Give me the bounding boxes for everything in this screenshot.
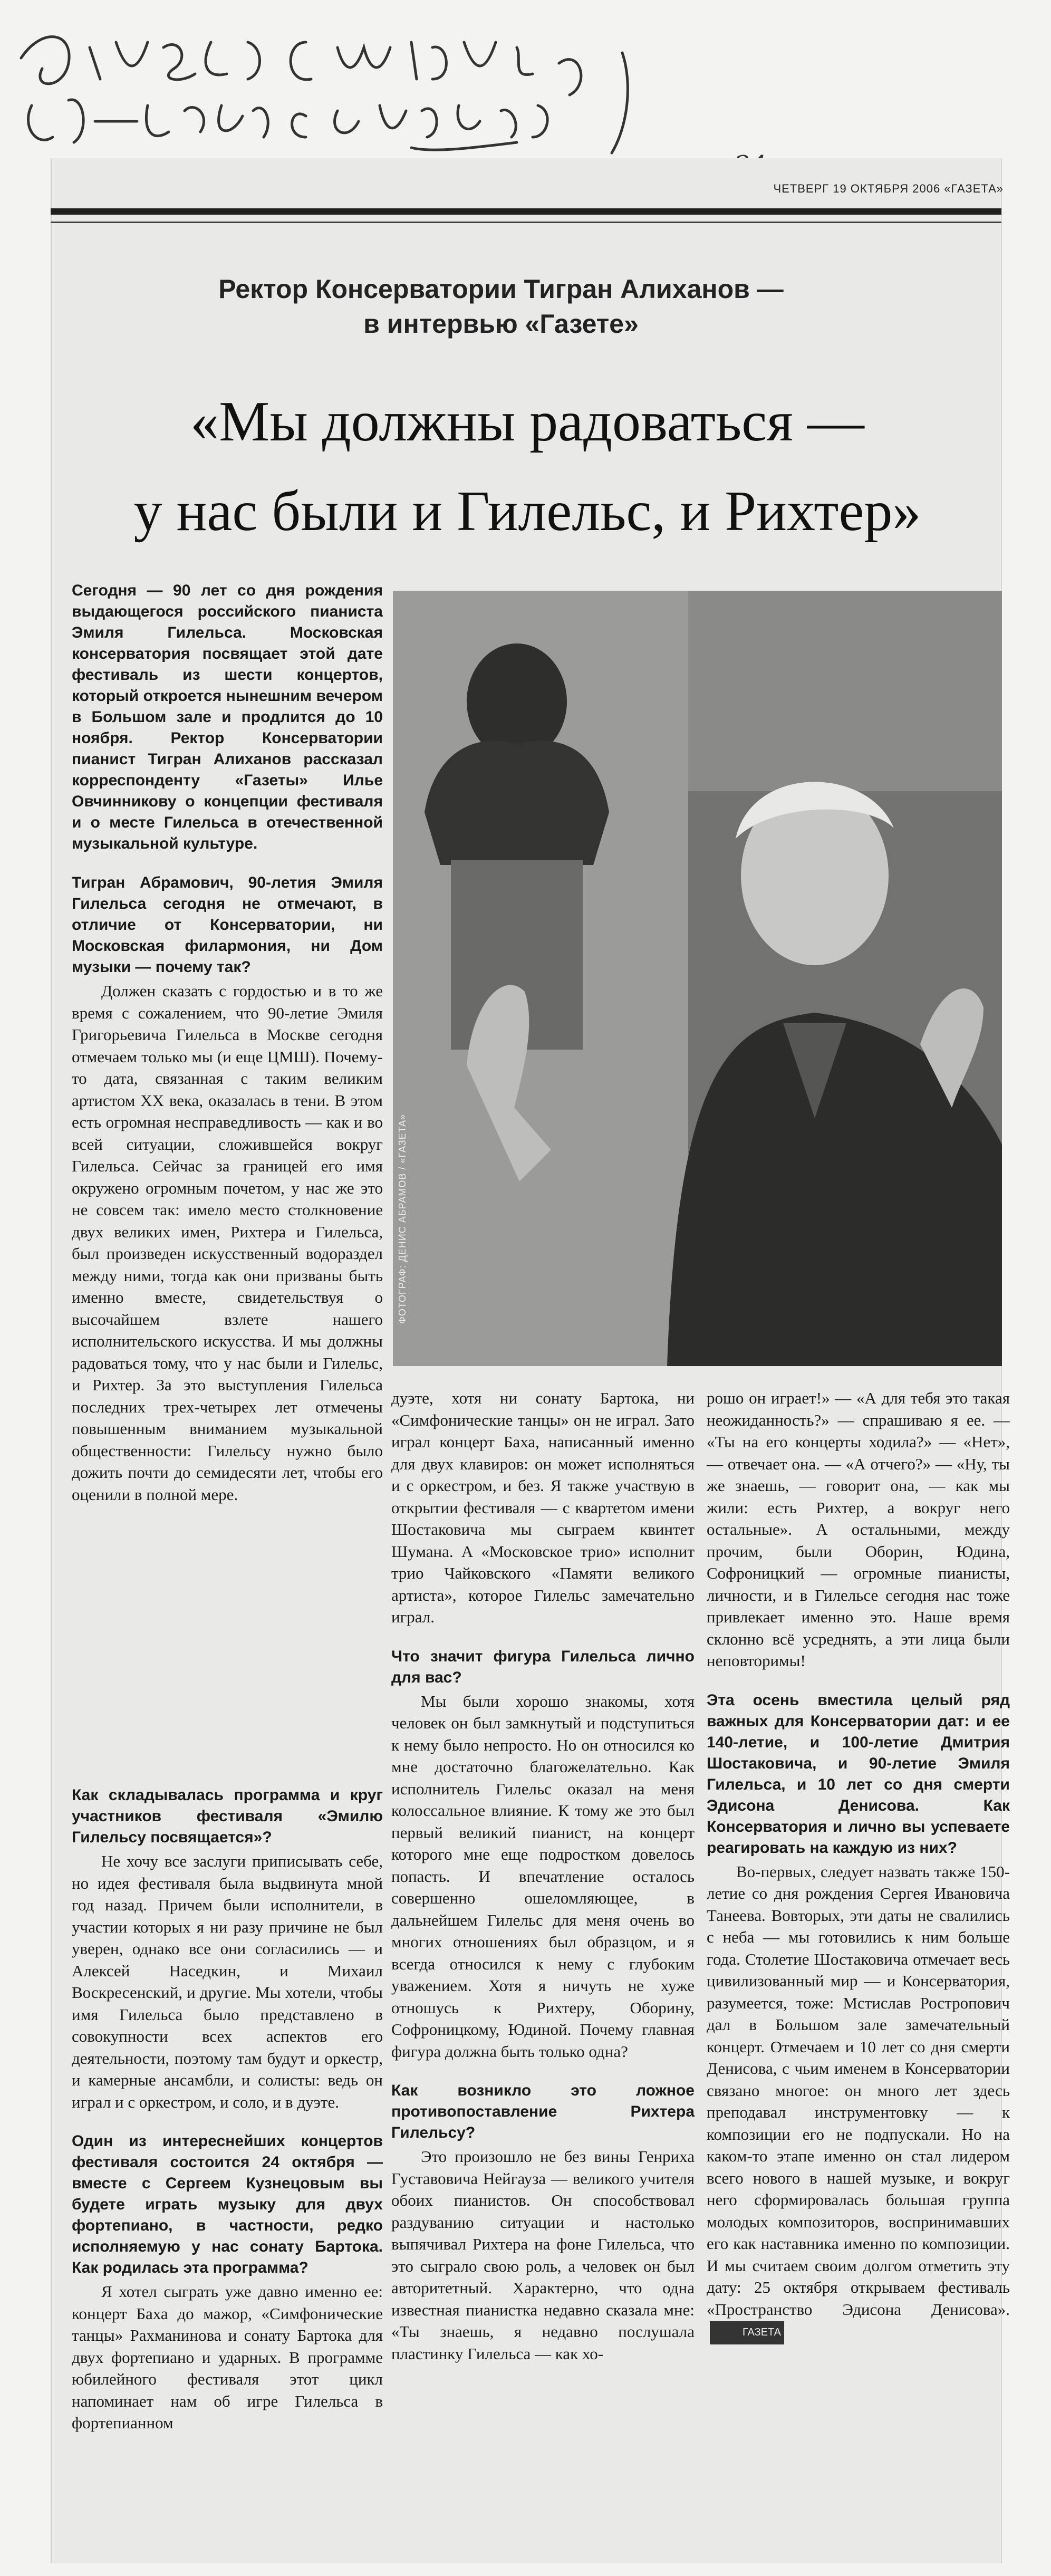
interview-photo	[393, 591, 1002, 1366]
answer-6	[707, 1861, 1010, 2344]
question-4: Что значит фигура Гилельса лично для вас?	[391, 1647, 695, 1686]
header-rule-thin	[51, 222, 1001, 223]
kicker-line-1: Ректор Консерватории Тигран Алиханов —	[218, 274, 784, 304]
photo-illustration	[393, 591, 1002, 1366]
column-1-top	[72, 580, 383, 1505]
answer-1: Должен сказать с гордостью и в то же время с сожалением, что 90-летие Эмиля Григорьевича Гилельса в Москве сегодня отмечаем только мы (и еще ЦМШ). Почему-то дата, связанная с таким великим артистом XX века, оказалась в тени. В этом есть огромная несправедливость — как и во всей ситуации, сложившейся вокруг Гилельса. Сейчас за границей его имя окружено огромным почетом, у нас же это не совсем так: имело место столкновение двух великих имен, Рихтера и Гилельса, был произведен искусственный водораздел между ними, тогда как они призваны быть именно вместе, свидетельствуя о высочайшем взлете нашего исполнительского искусства. И мы должны радоваться тому, что у нас были и Гилельс, и Рихтер. За это выступления Гилельса последних трех-четырех лет отмечены повышенным вниманием музыкальной общественности: Гилельсу нужно было дожить почти до семидесяти лет, чтобы его оценили в полной мере.	[72, 982, 383, 1504]
kicker	[158, 272, 844, 341]
answer-5: Это произошло не без вины Генриха Густавовича Нейгауза — великого учителя обоих пианистов. Он способствовал раздуванию ситуации и настолько выпячивал Рихтера на фоне Гилельса, что это сыграло свою роль, а человек он был авторитетный. Характерно, что одна известная пианистка недавно сказала мне: «Ты знаешь, я недавно послушала пластинку Гилельса — как хо-	[391, 2147, 695, 2363]
question-1: Тигран Абрамович, 90-летия Эмиля Гилельса сегодня не отмечают, в отличие от Консерватории, ни Московская филармония, ни Дом музыки — почему так?	[72, 874, 383, 976]
question-5: Как возникло это ложное противопоставление Рихтера Гилельсу?	[391, 2082, 695, 2141]
answer-3: Я хотел сыграть уже давно именно ее: концерт Баха до мажор, «Симфонические танцы» Рахманинова и сонату Бартока для двух фортепиано и ударных. В программе юбилейного фестиваля этот цикл напоминает нам об игре Гилельса в фортепианном	[72, 2282, 383, 2432]
headline-line-1: «Мы должны радоваться —	[190, 390, 864, 453]
kicker-line-2: в интервью «Газете»	[363, 309, 639, 339]
answer-3-continued: дуэте, хотя ни сонату Бартока, ни «Симфонические танцы» он не играл. Зато играл концерт Баха, написанный именно для двух клавиров: он может исполняться и с оркестром, и без. Я также участвую в открытии фестиваля — с квартетом имени Шостаковича мы сыграем квинтет Шумана. А «Московское трио» исполнит трио Чайковского «Памяти великого артиста», которое Гилельс замечательно играл.	[391, 1389, 695, 1626]
column-2	[391, 1387, 695, 2364]
dateline: ЧЕТВЕРГ 19 ОКТЯБРЯ 2006 «ГАЗЕТА»	[773, 182, 1004, 195]
handwritten-note	[11, 11, 675, 169]
answer-2: Не хочу все заслуги приписывать себе, но идея фестиваля была выдвинута мной год назад. Причем были исполнители, в участии которых я ни разу причине не был уверен, однако все они согласились — и Алексей Наседкин, и Михаил Воскресенский, и другие. Мы хотели, чтобы имя Гилельса было представлено в совокупности всех аспектов его деятельности, поэтому там будут и оркестр, и камерные ансамбли, и солисты: ведь он играл и с оркестром, и соло, и в дуэте.	[72, 1852, 383, 2111]
question-2: Как складывалась программа и круг участников фестиваля «Эмилю Гилельсу посвящается»?	[72, 1786, 383, 1846]
answer-5-continued: рошо он играет!» — «А для тебя это такая неожиданность?» — спрашиваю я ее. — «Ты на его концерты ходила?» — «Нет», — отвечает она. — «А отчего?» — «Ну, ты же знаешь, — говорит она, — как мы жили: есть Рихтер, а вокруг него остальные». А остальными, между прочим, были Оборин, Юдина, Софроницкий — огромные пианисты, личности, и в Гилельсе сегодня нас тоже привлекает именно это. Наше время склонно всё усреднять, а эти лица были неповторимы!	[707, 1389, 1010, 1670]
column-1-bottom	[72, 1767, 383, 2434]
answer-6-text: Во-первых, следует назвать также 150-летие со дня рождения Сергея Ивановича Танеева. Вовторых, эти даты не свалились с неба — мы готовились к ним больше года. Столетие Шостаковича отмечает весь цивилизованный мир — и Консерватория, разумеется, тоже: Мстислав Ростропович дал в Большом зале замечательный концерт. Отмечаем и 10 лет со дня смерти Денисова, с чьим именем в Консерватории связано многое: он много лет здесь преподавал инструментовку — к композиции его не подпускали. Но на каком-то этапе именно он стал лидером всего нового в нашей музыке, и вокруг него сформировалась большая группа молодых композиторов, воспринимавших его как наставника именно по композиции. И мы считаем своим долгом отметить эту дату: 25 октября открываем фестиваль «Пространство Эдисона Денисова».	[707, 1862, 1010, 2319]
photo-credit: ФОТОГРАФ: ДЕНИС АБРАМОВ / «ГАЗЕТА»	[397, 1114, 408, 1324]
header-rule	[51, 208, 1001, 215]
question-6: Эта осень вместила целый ряд важных для Консерватории дат: и ее 140-летие, и 100-летие Дмитрия Шостаковича, и 90-летие Эмиля Гилельса, и 10 лет со дня смерти Эдисона Денисова. Как Консерватория и лично вы успеваете реагировать на каждую из них?	[707, 1691, 1010, 1857]
question-3: Один из интереснейших концертов фестиваля состоится 24 октября — вместе с Сергеем Кузнецовым вы будете играть музыку для двух фортепиано, в частности, редко исполняемую у нас сонату Бартока. Как родилась эта программа?	[72, 2132, 383, 2276]
headline-line-2: у нас были и Гилельс, и Рихтер»	[133, 480, 921, 543]
headline	[74, 377, 981, 556]
answer-4: Мы были хорошо знакомы, хотя человек он был замкнутый и подступиться к нему было непросто. Но он относился ко мне достаточно благожелательно. Как исполнитель Гилельс оказал на меня колоссальное влияние. К тому же это был первый великий пианист, на концерт которого мне еще подростком довелось попасть. И впечатление осталось совершенно ошеломляющее, в дальнейшем Гилельс для меня очень во многих отношениях был образцом, и я всегда относился к нему с глубоким уважением. Хотя я ничуть не хуже отношусь к Рихтеру, Оборину, Софроницкому, Юдиной. Почему главная фигура должна быть только одна?	[391, 1691, 695, 2061]
gazeta-end-logo: ГАЗЕТА	[710, 2321, 784, 2344]
lead-paragraph: Сегодня — 90 лет со дня рождения выдающегося российского пианиста Эмиля Гилельса. Московская консерватория посвящает этой дате фестиваль из шести концертов, который откроется нынешним вечером в Большом зале и продлится до 10 ноября. Ректор Консерватории пианист Тигран Алиханов рассказал корреспонденту «Газеты» Илье Овчинникову о концепции фестиваля и о месте Гилельса в отечественной музыкальной культуре.	[72, 582, 383, 852]
column-3	[707, 1387, 1010, 2344]
